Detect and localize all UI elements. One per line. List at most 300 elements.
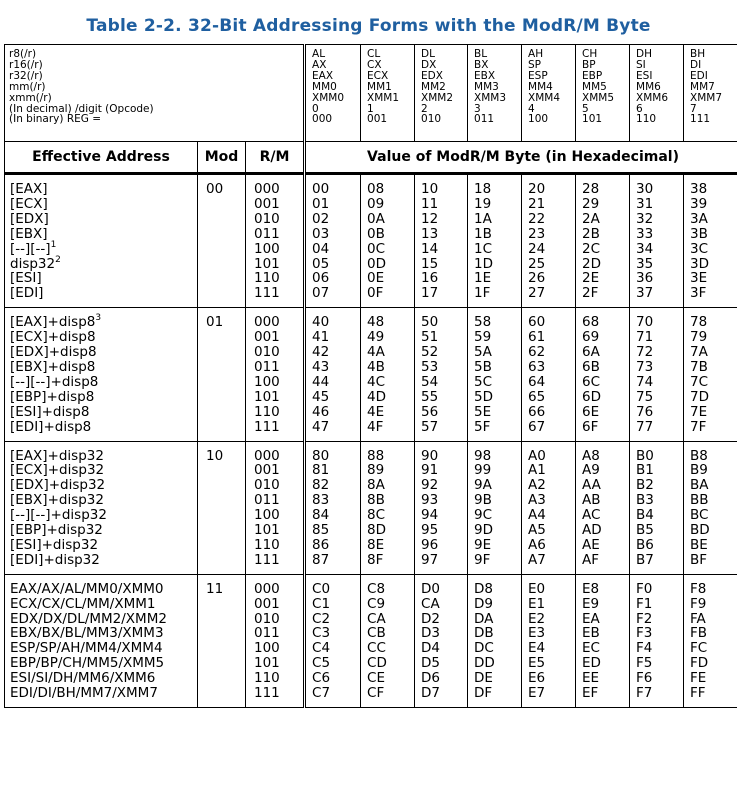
hex-value: 59: [474, 329, 492, 346]
hex-value: 97: [421, 551, 439, 568]
mod-cell: 00: [198, 174, 246, 308]
effective-address-text: [EBX]: [10, 225, 48, 242]
register-label: 011: [474, 113, 495, 126]
hex-value: 5F: [474, 418, 491, 435]
hex-value-column-cell: [630, 308, 684, 441]
hex-value: 34: [636, 240, 654, 257]
hex-value: 0B: [367, 225, 385, 242]
hex-value: 69: [582, 329, 600, 346]
hex-value: 96: [421, 536, 439, 553]
effective-address-text: [EBX]+disp32: [10, 492, 104, 509]
effective-address: [10, 656, 197, 671]
register-label: XMM4: [528, 91, 561, 104]
hex-value: CA: [367, 610, 386, 627]
hex-value-column-cell: [522, 174, 576, 308]
hex-value: 68: [582, 314, 600, 331]
register-label: 2: [421, 102, 428, 115]
hex-value: 4C: [367, 373, 386, 390]
effective-address-text: ESP/SP/AH/MM4/XMM4: [10, 640, 163, 657]
hex-value-column-cell: [468, 574, 522, 707]
hex-value: 1C: [474, 240, 493, 257]
rm-value: 001: [254, 462, 280, 479]
rm-value: 101: [254, 255, 280, 272]
register-label: AL: [312, 48, 326, 60]
hex-value: C6: [312, 670, 331, 687]
hex-value: B0: [636, 447, 654, 464]
hex-value: 0E: [367, 270, 385, 287]
effective-address: [10, 182, 197, 197]
hex-value-column-cell: [305, 574, 361, 707]
hex-value: 67: [528, 418, 546, 435]
hex-value: F9: [690, 595, 707, 612]
register-label: 100: [528, 113, 549, 126]
mod-cell: 11: [198, 574, 246, 707]
hex-value: 49: [367, 329, 385, 346]
hex-value: 33: [636, 225, 654, 242]
hex-value: 4D: [367, 388, 386, 405]
hex-value: D4: [421, 640, 440, 657]
effective-address-text: [EDX]+disp8: [10, 344, 97, 361]
legend-line: xmm(/r): [9, 91, 52, 104]
effective-address: [10, 686, 197, 701]
hex-value: 36: [636, 270, 654, 287]
footnote-marker: 3: [95, 313, 102, 324]
hex-value: E2: [528, 610, 546, 627]
hex-value: FE: [690, 670, 707, 687]
effective-address-text: [--][--]+disp8: [10, 373, 99, 390]
register-label: ESI: [636, 69, 653, 82]
hex-value: 7E: [690, 403, 708, 420]
effective-address: [10, 197, 197, 212]
hex-value: A7: [528, 551, 546, 568]
column-header-row: [5, 142, 737, 174]
hex-value: 2E: [582, 270, 600, 287]
hex-value: 61: [528, 329, 546, 346]
mod-group-row: [5, 441, 737, 574]
effective-address: [10, 538, 197, 553]
hex-value: 6B: [582, 358, 600, 375]
hex-value: 12: [421, 210, 439, 227]
effective-address-text: EDX/DX/DL/MM2/XMM2: [10, 610, 167, 627]
hex-value: E5: [528, 655, 546, 672]
hex-value: 38: [690, 181, 708, 197]
register-label: 110: [636, 113, 657, 126]
hex-value: 90: [421, 447, 439, 464]
modrm-table: [4, 44, 737, 708]
hex-value: 22: [528, 210, 546, 227]
hex-value: 8C: [367, 507, 386, 524]
hex-value: D0: [421, 580, 440, 597]
hex-value: F8: [690, 580, 707, 597]
register-column-5: [576, 45, 630, 142]
effective-address: [10, 315, 197, 330]
hex-value: 5E: [474, 403, 492, 420]
hex-value: 09: [367, 195, 385, 212]
register-label: XMM5: [582, 91, 615, 104]
hex-value: 2C: [582, 240, 601, 257]
hex-value: EC: [582, 640, 600, 657]
hex-value: 44: [312, 373, 330, 390]
effective-address-text: [ECX]+disp8: [10, 329, 96, 346]
hex-value: 6C: [582, 373, 601, 390]
hex-value: 8A: [367, 477, 385, 494]
hex-value: 84: [312, 507, 330, 524]
hex-value: D7: [421, 685, 440, 702]
hex-value: 05: [312, 255, 330, 272]
hex-value: B7: [636, 551, 654, 568]
register-column-4: [522, 45, 576, 142]
rm-value: 010: [254, 344, 280, 361]
hex-value: AC: [582, 507, 601, 524]
mod-group-row: [5, 174, 737, 308]
hex-value-column-cell: [576, 174, 630, 308]
hex-value-column-cell: [522, 574, 576, 707]
hex-value: 87: [312, 551, 330, 568]
register-label: EDI: [690, 69, 708, 82]
hex-value-column-cell: [361, 308, 415, 441]
hex-value-column-cell: [305, 441, 361, 574]
hex-value: 03: [312, 225, 330, 242]
hex-value: 76: [636, 403, 654, 420]
hex-value: D5: [421, 655, 440, 672]
hex-value: 29: [582, 195, 600, 212]
hex-value: CD: [367, 655, 387, 672]
hex-value: B9: [690, 462, 708, 479]
effective-address-text: [EDI]+disp32: [10, 551, 100, 568]
hex-value: 4B: [367, 358, 385, 375]
hex-value: FF: [690, 685, 706, 702]
hex-value-column-cell: [361, 174, 415, 308]
hex-value: AF: [582, 551, 600, 568]
hex-value: C7: [312, 685, 331, 702]
hex-value: FD: [690, 655, 709, 672]
footnote-marker: 2: [55, 254, 61, 265]
hex-value: 70: [636, 314, 654, 331]
hex-value: A1: [528, 462, 546, 479]
hex-value: 6D: [582, 388, 601, 405]
rm-header: R/M: [246, 142, 305, 174]
register-label: CX: [367, 58, 382, 71]
effective-address-text: [EAX]+disp8: [10, 314, 96, 331]
hex-value-column-cell: [522, 308, 576, 441]
hex-value: 4E: [367, 403, 385, 420]
hex-value: 7F: [690, 418, 707, 435]
rm-value: 101: [254, 388, 280, 405]
hex-value: 1E: [474, 270, 492, 287]
hex-value: F3: [636, 625, 653, 642]
hex-value: 7D: [690, 388, 709, 405]
hex-value: D9: [474, 595, 493, 612]
register-label: 3: [474, 102, 481, 115]
hex-value: 1B: [474, 225, 492, 242]
hex-value: 08: [367, 181, 385, 197]
hex-value: 3F: [690, 285, 707, 302]
hex-value: E4: [528, 640, 546, 657]
table-title: Table 2-2. 32-Bit Addressing Forms with the ModR/M Byte: [86, 16, 651, 36]
hex-value: E7: [528, 685, 546, 702]
effective-address: [10, 254, 197, 272]
hex-value: 04: [312, 240, 330, 257]
hex-value: 11: [421, 195, 439, 212]
hex-value: 6E: [582, 403, 600, 420]
hex-value: BA: [690, 477, 709, 494]
hex-value: 7B: [690, 358, 708, 375]
rm-value: 111: [254, 418, 280, 435]
register-label: BX: [474, 58, 489, 71]
hex-value: 94: [421, 507, 439, 524]
register-label: ESP: [528, 69, 548, 82]
rm-value: 001: [254, 195, 280, 212]
hex-value: 14: [421, 240, 439, 257]
register-column-1: [361, 45, 415, 142]
legend-line: mm(/r): [9, 80, 46, 93]
rm-value: 000: [254, 314, 280, 331]
hex-value: 02: [312, 210, 330, 227]
value-header: Value of ModR/M Byte (in Hexadecimal): [305, 142, 737, 174]
rm-value: 110: [254, 536, 280, 553]
register-column-2: [415, 45, 468, 142]
effective-address: [10, 508, 197, 523]
effective-address-text: ESI/SI/DH/MM6/XMM6: [10, 670, 156, 687]
hex-value-column-cell: [630, 441, 684, 574]
effective-address-text: [ESI]+disp32: [10, 536, 99, 553]
register-label: MM2: [421, 80, 446, 93]
register-label: MM1: [367, 80, 392, 93]
hex-value: BF: [690, 551, 708, 568]
hex-value-column-cell: [361, 441, 415, 574]
hex-value: B2: [636, 477, 654, 494]
hex-value: 63: [528, 358, 546, 375]
register-label: AH: [528, 48, 544, 60]
hex-value: 0C: [367, 240, 386, 257]
hex-value: 7C: [690, 373, 709, 390]
hex-value: 06: [312, 270, 330, 287]
hex-value: 99: [474, 462, 492, 479]
hex-value: 19: [474, 195, 492, 212]
hex-value: DF: [474, 685, 493, 702]
hex-value: 3C: [690, 240, 709, 257]
hex-value-column-cell: [468, 441, 522, 574]
register-label: CH: [582, 48, 598, 60]
hex-value-column-cell: [684, 441, 737, 574]
hex-value: 2B: [582, 225, 600, 242]
effective-address: [10, 597, 197, 612]
rm-value: 010: [254, 477, 280, 494]
hex-value: DE: [474, 670, 493, 687]
rm-value: 010: [254, 210, 280, 227]
hex-value: 18: [474, 181, 492, 197]
hex-value: D8: [474, 580, 493, 597]
hex-value: 9F: [474, 551, 491, 568]
hex-value: BD: [690, 522, 710, 539]
hex-value: 56: [421, 403, 439, 420]
hex-value: 89: [367, 462, 385, 479]
hex-value: A9: [582, 462, 600, 479]
hex-value: 9A: [474, 477, 492, 494]
register-label: EBX: [474, 69, 496, 82]
hex-value: AD: [582, 522, 602, 539]
hex-value: 6A: [582, 344, 600, 361]
effective-address-text: [EAX]+disp32: [10, 447, 104, 464]
hex-value: B4: [636, 507, 654, 524]
rm-value: 011: [254, 225, 280, 242]
hex-value: 75: [636, 388, 654, 405]
hex-value: 24: [528, 240, 546, 257]
hex-value: 26: [528, 270, 546, 287]
effective-address-text: EAX/AX/AL/MM0/XMM0: [10, 580, 164, 597]
hex-value: A3: [528, 492, 546, 509]
hex-value: CB: [367, 625, 386, 642]
register-label: 6: [636, 102, 643, 115]
hex-value: DB: [474, 625, 494, 642]
rm-value: 110: [254, 670, 280, 687]
rm-value: 100: [254, 507, 280, 524]
hex-value: EE: [582, 670, 600, 687]
hex-value: 01: [312, 195, 330, 212]
register-label: EAX: [312, 69, 334, 82]
register-label: XMM1: [367, 91, 400, 104]
hex-value-column-cell: [630, 174, 684, 308]
hex-value: C8: [367, 580, 386, 597]
rm-value: 111: [254, 685, 280, 702]
hex-value: 86: [312, 536, 330, 553]
register-label: 7: [690, 102, 697, 115]
hex-value: F4: [636, 640, 653, 657]
register-label: XMM0: [312, 91, 345, 104]
hex-value: 54: [421, 373, 439, 390]
register-label: 000: [312, 113, 333, 126]
effective-address-text: [--][--]+disp32: [10, 507, 107, 524]
rm-value: 100: [254, 640, 280, 657]
register-column-0: [305, 45, 361, 142]
hex-value: 8E: [367, 536, 385, 553]
hex-value: 37: [636, 285, 654, 302]
register-column-3: [468, 45, 522, 142]
effective-address: [10, 420, 197, 435]
hex-value: 15: [421, 255, 439, 272]
rm-value: 111: [254, 551, 280, 568]
hex-value: 46: [312, 403, 330, 420]
hex-value: F6: [636, 670, 653, 687]
hex-value: 91: [421, 462, 439, 479]
effective-address: [10, 493, 197, 508]
effective-address-text: EBP/BP/CH/MM5/XMM5: [10, 655, 165, 672]
hex-value: 4A: [367, 344, 385, 361]
register-label: XMM2: [421, 91, 454, 104]
hex-value: 2A: [582, 210, 600, 227]
rm-value: 101: [254, 655, 280, 672]
hex-value: 13: [421, 225, 439, 242]
hex-value: 35: [636, 255, 654, 272]
hex-value: 65: [528, 388, 546, 405]
hex-value: B5: [636, 522, 654, 539]
hex-value: CA: [421, 595, 440, 612]
effective-address-text: [EDX]: [10, 210, 49, 227]
hex-value: 3E: [690, 270, 708, 287]
effective-address-text: [ESI]+disp8: [10, 403, 90, 420]
mod-group-row: [5, 574, 737, 707]
hex-value: 3D: [690, 255, 709, 272]
hex-value: F5: [636, 655, 653, 672]
rm-value: 000: [254, 447, 280, 464]
hex-value: 81: [312, 462, 330, 479]
register-label: DI: [690, 58, 702, 71]
hex-value: ED: [582, 655, 601, 672]
register-label: MM6: [636, 80, 661, 93]
hex-value: A6: [528, 536, 546, 553]
hex-value: 9E: [474, 536, 492, 553]
hex-value: 39: [690, 195, 708, 212]
hex-value: BC: [690, 507, 709, 524]
effective-address: [10, 463, 197, 478]
effective-address-cell: [5, 308, 198, 441]
hex-value: 9C: [474, 507, 493, 524]
hex-value: 93: [421, 492, 439, 509]
hex-value: EF: [582, 685, 599, 702]
register-label: XMM3: [474, 91, 507, 104]
hex-value: 07: [312, 285, 330, 302]
hex-value: 64: [528, 373, 546, 390]
hex-value: 28: [582, 181, 600, 197]
hex-value: 82: [312, 477, 330, 494]
hex-value: 2F: [582, 285, 599, 302]
hex-value: 30: [636, 181, 654, 197]
hex-value: 5D: [474, 388, 493, 405]
effective-address: [10, 478, 197, 493]
effective-address: [10, 405, 197, 420]
effective-address-text: [EDI]: [10, 285, 44, 302]
register-label: BP: [582, 58, 596, 71]
hex-value: 43: [312, 358, 330, 375]
effective-address: [10, 330, 197, 345]
effective-address: [10, 271, 197, 286]
hex-value: 1A: [474, 210, 492, 227]
effective-address-text: [EDI]+disp8: [10, 418, 92, 435]
hex-value: 16: [421, 270, 439, 287]
effective-address: [10, 626, 197, 641]
legend-line: r16(/r): [9, 58, 43, 71]
hex-value: 95: [421, 522, 439, 539]
rm-cell: [246, 174, 305, 308]
effective-address: [10, 227, 197, 242]
effective-address-text: [ECX]+disp32: [10, 462, 105, 479]
hex-value: 4F: [367, 418, 384, 435]
hex-value: 40: [312, 314, 330, 331]
register-label: DX: [421, 58, 437, 71]
register-label: ECX: [367, 69, 389, 82]
register-label: MM3: [474, 80, 499, 93]
hex-value-column-cell: [522, 441, 576, 574]
mod-cell: 01: [198, 308, 246, 441]
hex-value: 72: [636, 344, 654, 361]
hex-value: A2: [528, 477, 546, 494]
hex-value: 66: [528, 403, 546, 420]
hex-value-column-cell: [468, 174, 522, 308]
effective-address: [10, 286, 197, 301]
hex-value: C9: [367, 595, 386, 612]
rm-value: 101: [254, 522, 280, 539]
hex-value: 0F: [367, 285, 384, 302]
hex-value-column-cell: [415, 574, 468, 707]
hex-value: 79: [690, 329, 708, 346]
rm-value: 001: [254, 595, 280, 612]
effective-address: [10, 449, 197, 464]
hex-value: 74: [636, 373, 654, 390]
hex-value: EB: [582, 625, 600, 642]
effective-address-header: Effective Address: [5, 142, 198, 174]
register-legend: [5, 45, 305, 142]
effective-address: [10, 523, 197, 538]
